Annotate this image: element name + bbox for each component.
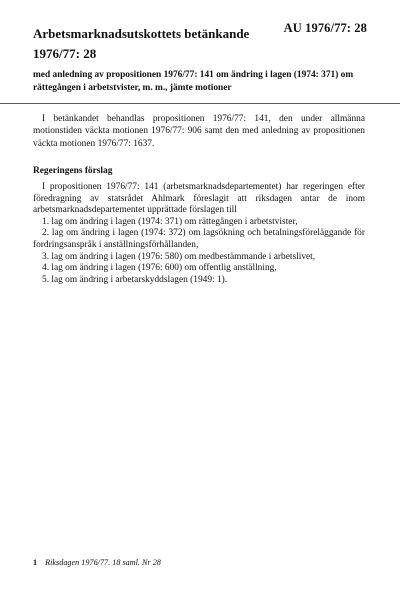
document-title: Arbetsmarknadsutskottets betänkande xyxy=(33,26,250,41)
page-footer xyxy=(33,558,161,567)
horizontal-rule xyxy=(0,103,400,104)
footer-reference: Riksdagen 1976/77. 18 saml. Nr 28 xyxy=(45,558,161,567)
proposal-item: 2. lag om ändring i lagen (1974: 372) om lagsökning och betalningsföreläggande för fordringsanspråk i anställningsförhållanden, xyxy=(33,228,365,250)
intro-paragraph: I betänkandet behandlas propositionen 1976/77: 141, den under allmänna motionstiden väckta motionen 1976/77: 906 samt den med anledning av propositionen väckta motionen 1976/77: 1637. xyxy=(33,114,365,149)
document-subtitle: med anledning av propositionen 1976/77: 141 om ändring i lagen (1974: 371) om rättegången i arbetstvister, m. m., jämte motioner xyxy=(33,70,354,93)
proposal-item: 4. lag om ändring i lagen (1976: 600) om offentlig anställning, xyxy=(42,263,277,274)
section-body xyxy=(33,182,365,286)
proposal-item: 3. lag om ändring i lagen (1976: 580) om medbestämmande i arbetslivet, xyxy=(42,251,316,262)
proposal-item: 1. lag om ändring i lagen (1974: 371) om rättegången i arbetstvister, xyxy=(42,216,298,227)
page-number: 1 xyxy=(33,558,38,567)
document-number: 1976/77: 28 xyxy=(33,46,97,61)
proposal-item: 5. lag om ändring i arbetarskyddslagen (1949: 1). xyxy=(42,274,228,285)
proposal-paragraph: I propositionen 1976/77: 141 (arbetsmarknadsdepartementet) har regeringen efter föredragning av statsrådet Ahlmark föreslagit att riksdagen antar de inom arbetsmarknadsdepartementet upprättade förslagen till xyxy=(33,182,365,216)
section-heading: Regeringens förslag xyxy=(33,166,113,176)
document-code: AU 1976/77: 28 xyxy=(283,21,367,35)
